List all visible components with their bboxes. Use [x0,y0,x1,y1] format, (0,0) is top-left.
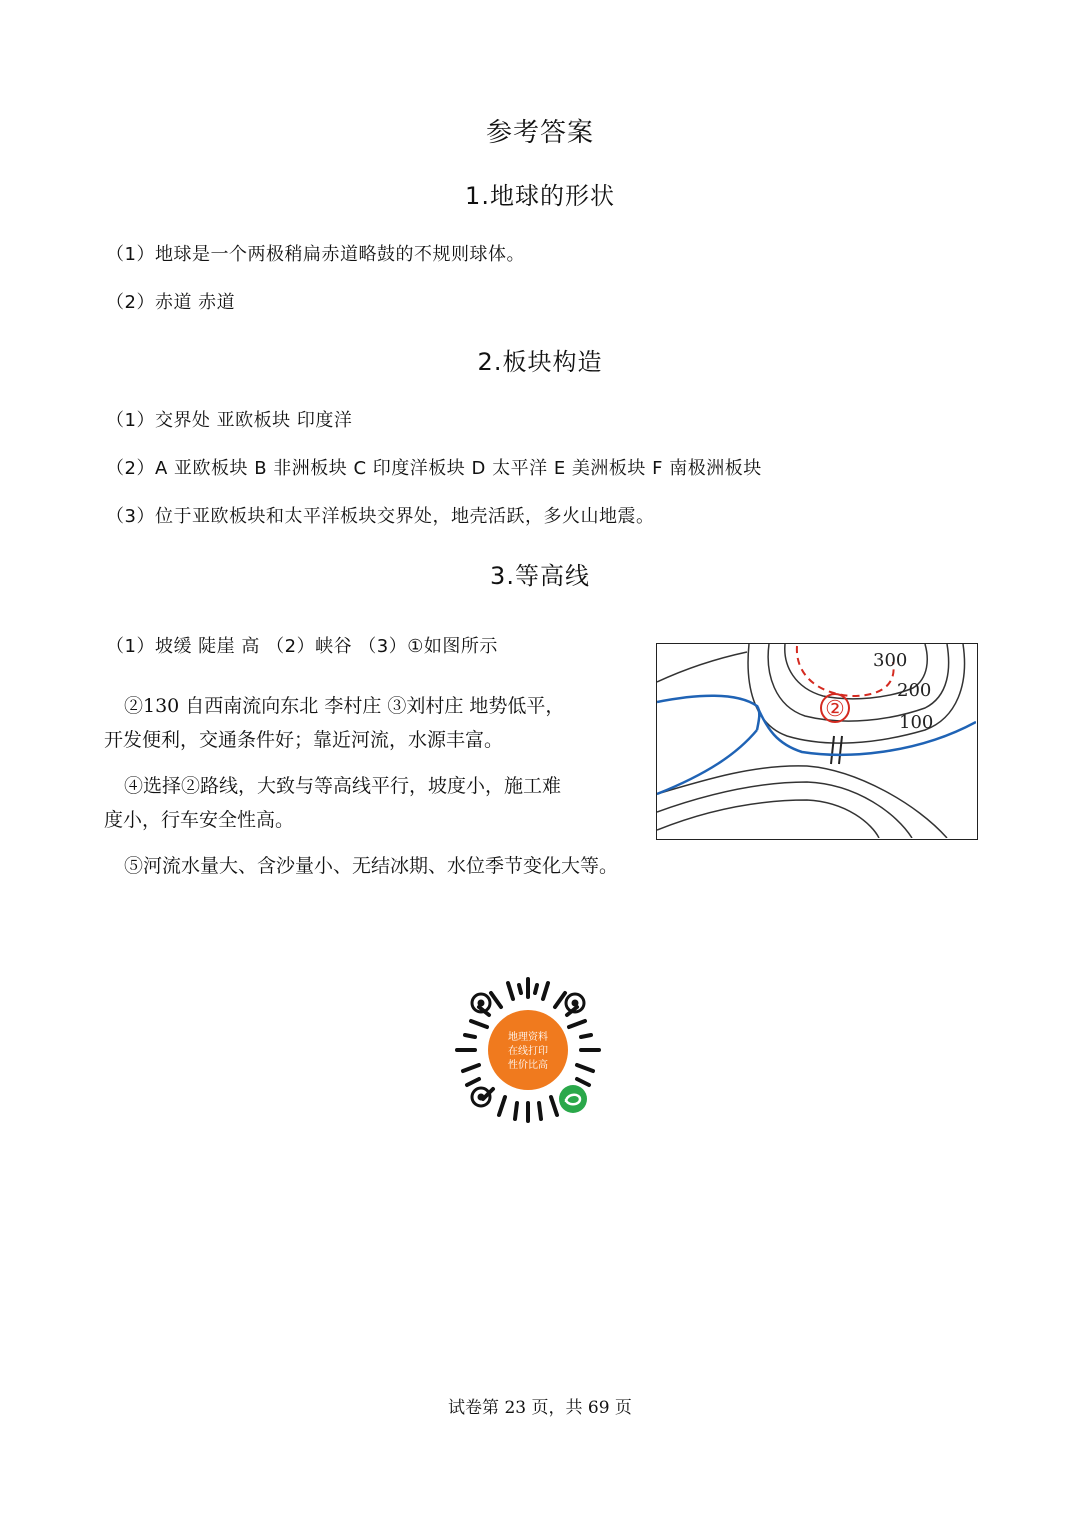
bridge [831,736,842,764]
contour-lines [657,644,964,838]
qr-center-text: 性价比高 [508,1060,548,1071]
contour-line [657,652,747,682]
answer-line: （1）坡缓 陡崖 高 （2）峡谷 （3）①如图所示 [106,636,498,657]
section-heading-contour: 3.等高线 [490,562,590,590]
section-heading-shape: 1.地球的形状 [465,182,615,210]
mini-program-code[interactable] [453,975,603,1125]
route-2-label: ② [825,697,845,722]
qr-center-text: 地理资料 [508,1032,548,1043]
contour-label-300: 300 [873,650,908,671]
river-tributary [657,730,757,794]
qr-code-icon [453,975,603,1125]
contour-label-200: 200 [897,680,932,701]
contour-line [657,800,879,838]
river [657,696,976,794]
river-junction [757,706,759,730]
contour-map [656,643,978,840]
answer-line: 度小，行车安全性高。 [104,809,295,831]
answer-line: ⑤河流水量大、含沙量小、无结冰期、水位季节变化大等。 [124,855,619,877]
answer-line: ②130 自西南流向东北 李村庄 ③刘村庄 地势低平， [124,695,565,717]
qr-center-text: 在线打印 [508,1046,548,1057]
answer-line: ④选择②路线，大致与等高线平行，坡度小，施工难 [124,775,562,797]
answer-line: （1）交界处 亚欧板块 印度洋 [106,410,353,431]
page-footer: 试卷第 23 页，共 69 页 [448,1398,632,1418]
answer-line: （3）位于亚欧板块和太平洋板块交界处，地壳活跃，多火山地震。 [106,506,655,527]
mini-program-logo-icon [559,1085,587,1113]
section-heading-plates: 2.板块构造 [477,348,603,376]
answer-line: （2）A 亚欧板块 B 非洲板块 C 印度洋板块 D 太平洋 E 美洲板块 F 南极洲板块 [106,458,762,479]
answer-line: 开发便利，交通条件好；靠近河流，水源丰富。 [104,729,504,751]
answer-line: （2）赤道 赤道 [106,292,236,313]
contour-label-100: 100 [899,712,934,733]
page-title: 参考答案 [485,118,594,148]
answer-line: （1）地球是一个两极稍扁赤道略鼓的不规则球体。 [106,244,525,265]
contour-map-svg [657,644,976,838]
